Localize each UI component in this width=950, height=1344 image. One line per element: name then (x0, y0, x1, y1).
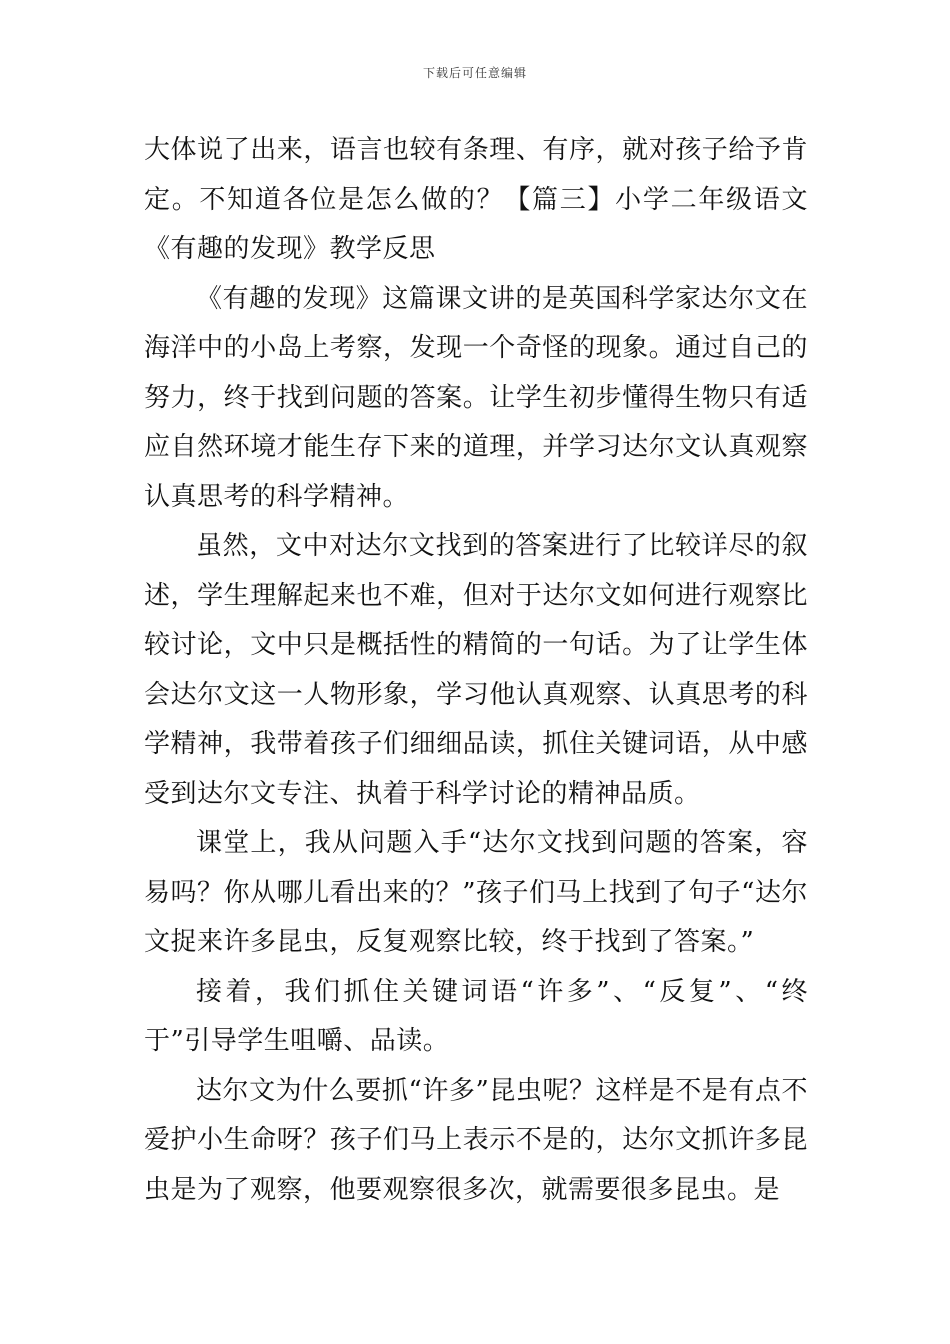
paragraph-intro: 《有趣的发现》这篇课文讲的是英国科学家达尔文在海洋中的小岛上考察，发现一个奇怪的现象。通过自己的努力，终于找到问题的答案。让学生初步懂得生物只有适应自然环境才能生存下来的道理，并学习达尔文认真观察认真思考的科学精神。 (144, 283, 808, 512)
paragraph-analysis: 虽然，文中对达尔文找到的答案进行了比较详尽的叙述，学生理解起来也不难，但对于达尔文如何进行观察比较讨论，文中只是概括性的精简的一句话。为了让学生体会达尔文这一人物形象，学习他认真观察、认真思考的科学精神，我带着孩子们细细品读，抓住关键词语，从中感受到达尔文专注、执着于科学讨论的精神品质。 (144, 531, 808, 809)
paragraph-discussion: 达尔文为什么要抓“许多”昆虫呢？这样是不是有点不爱护小生命呀？孩子们马上表示不是的，达尔文抓许多昆虫是为了观察，他要观察很多次，就需要很多昆虫。是 (144, 1075, 808, 1205)
document-body (144, 126, 808, 1215)
page-header-note: 下载后可任意编辑 (422, 66, 527, 80)
paragraph-classroom: 课堂上，我从问题入手“达尔文找到问题的答案，容易吗？你从哪儿看出来的？”孩子们马上找到了句子“达尔文捉来许多昆虫，反复观察比较，终于找到了答案。” (144, 828, 808, 957)
paragraph-keywords: 接着，我们抓住关键词语“许多”、“反复”、“终于”引导学生咀嚼、品读。 (144, 976, 808, 1056)
paragraph-continuation: 大体说了出来，语言也较有条理、有序，就对孩子给予肯定。不知道各位是怎么做的？【篇三】小学二年级语文《有趣的发现》教学反思 (144, 135, 808, 264)
